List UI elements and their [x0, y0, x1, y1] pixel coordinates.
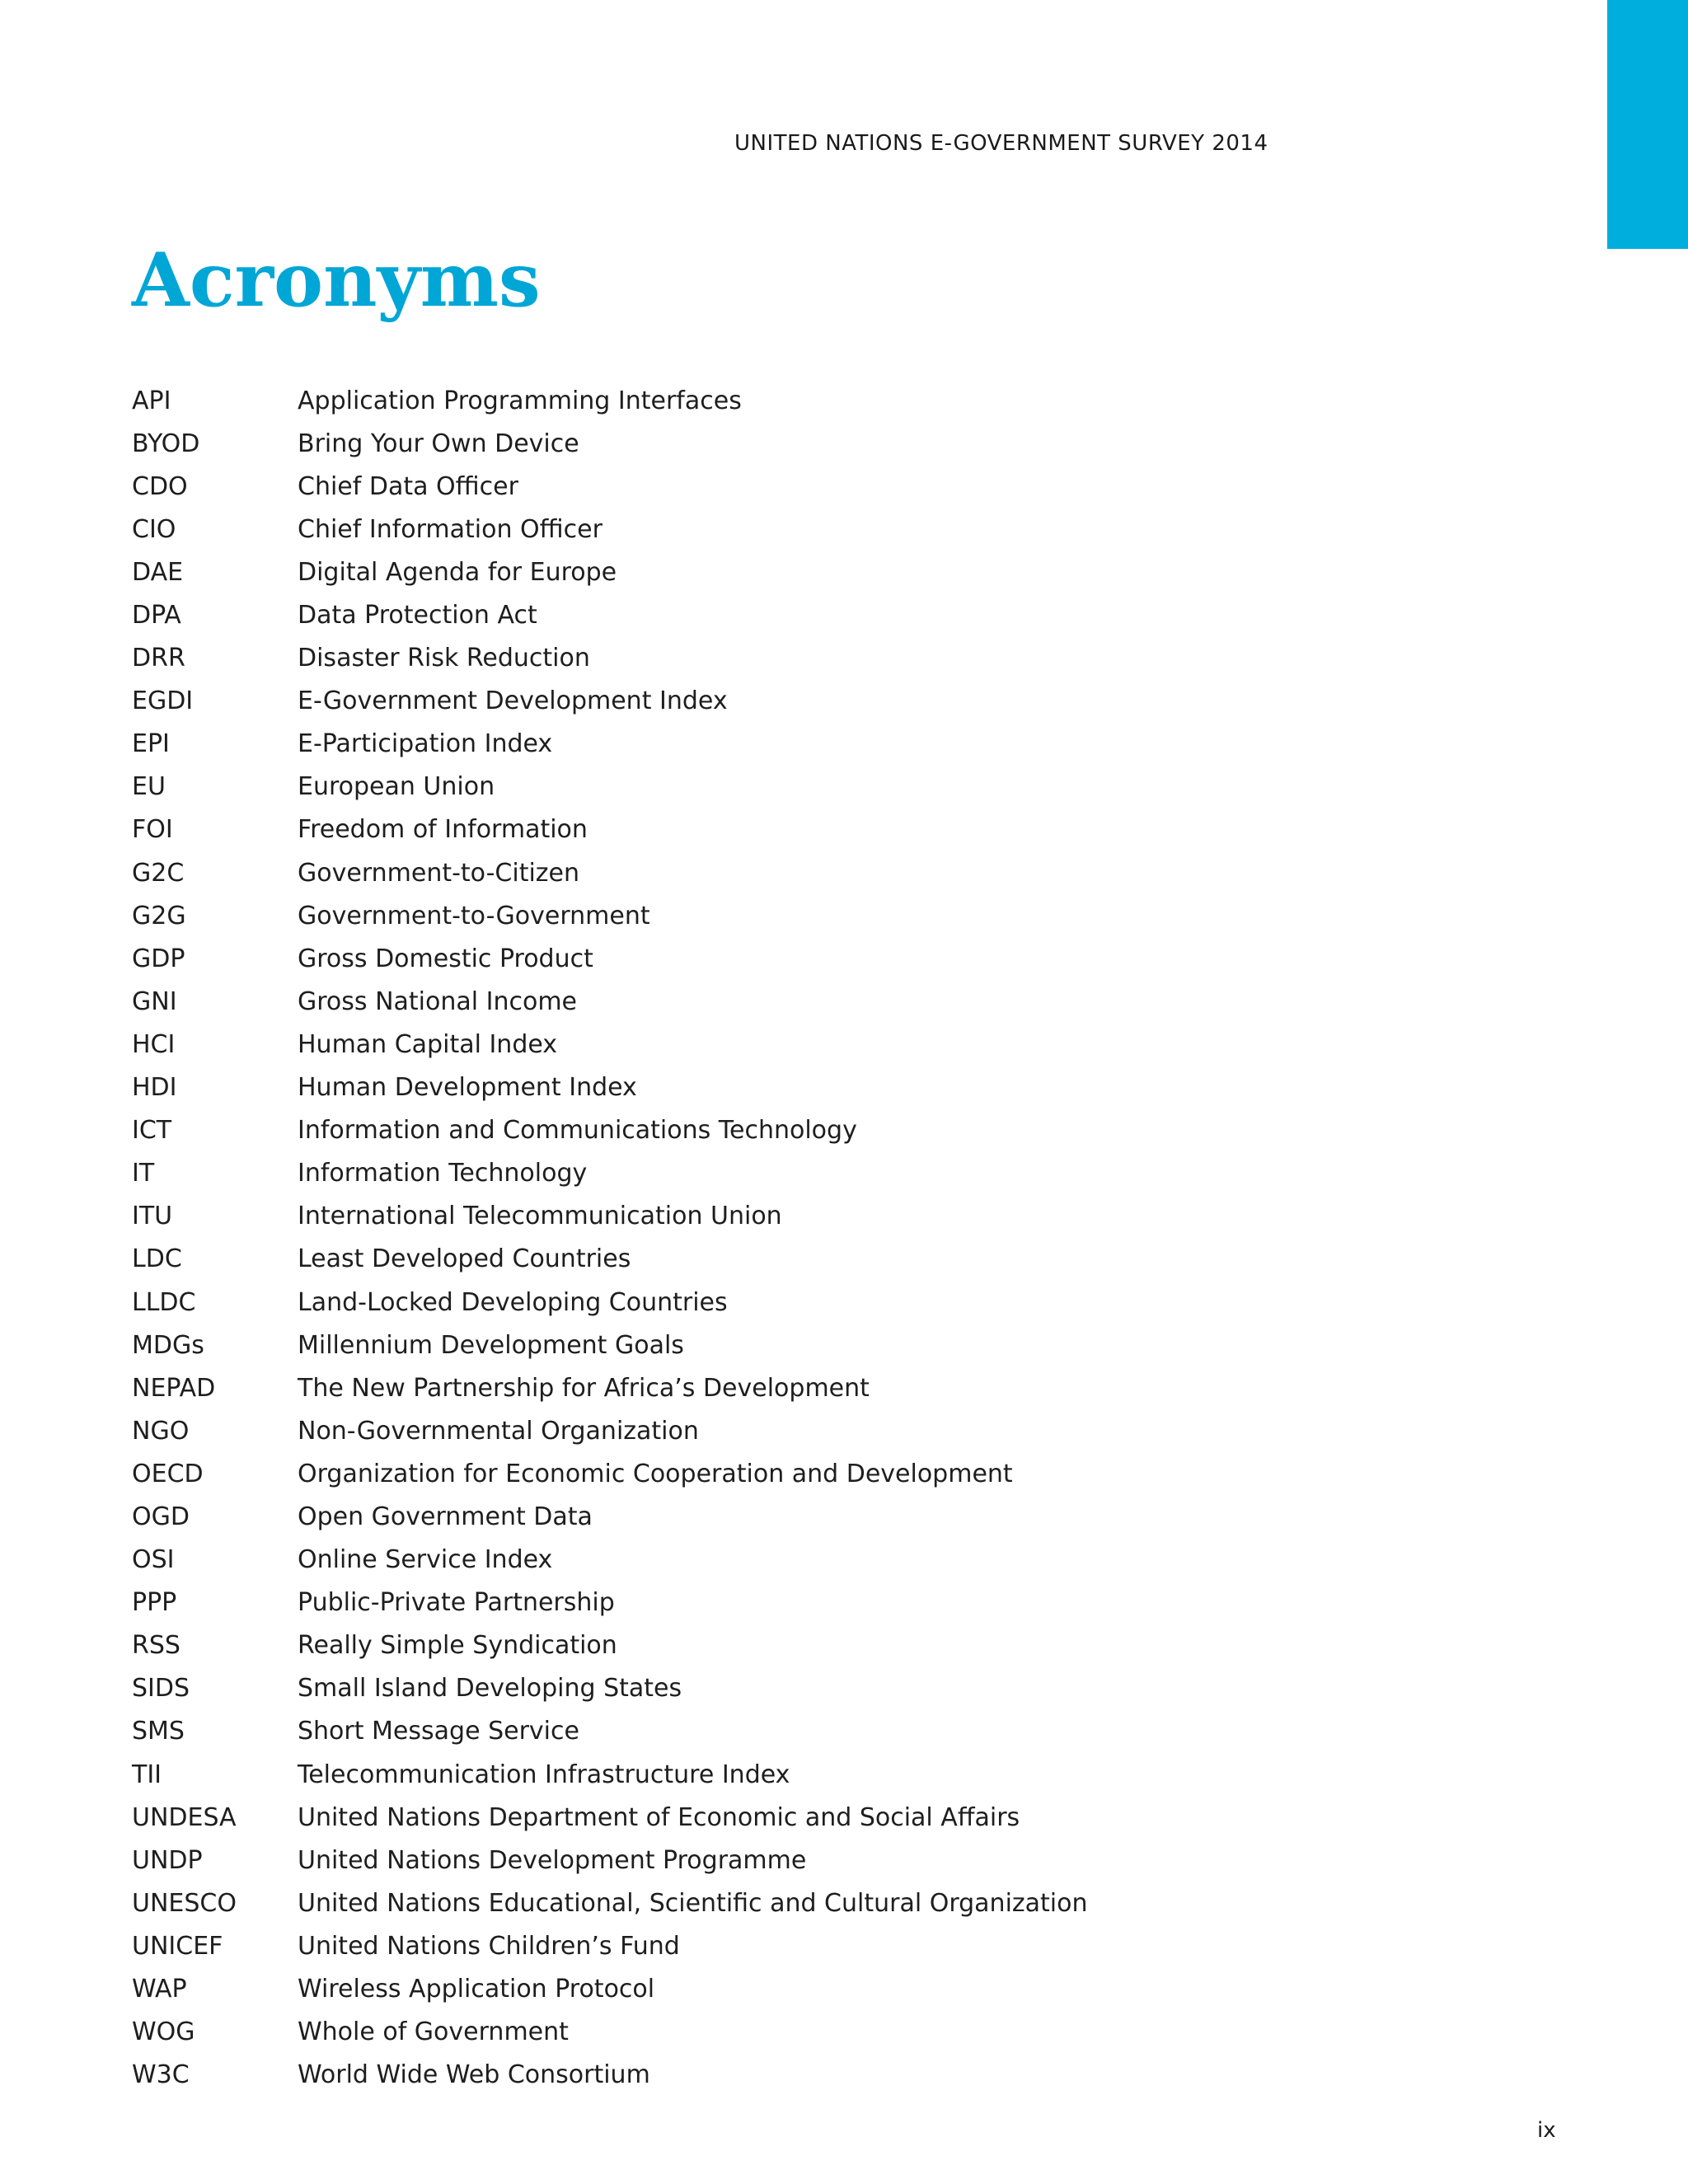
acronym-abbreviation: LDC [132, 1244, 182, 1274]
acronym-abbreviation: CDO [132, 471, 188, 501]
acronym-expansion: Government-to-Citizen [298, 858, 580, 888]
acronym-row [132, 1195, 1203, 1238]
acronym-row [132, 723, 1203, 766]
acronym-row [132, 1023, 1203, 1066]
acronym-row [132, 808, 1203, 851]
acronym-expansion: E-Government Development Index [298, 687, 728, 716]
acronym-expansion: United Nations Children’s Fund [298, 1931, 680, 1961]
acronym-row [132, 1967, 1203, 2010]
acronym-row [132, 1839, 1203, 1882]
acronym-abbreviation: WOG [132, 2018, 195, 2047]
acronym-row [132, 937, 1203, 980]
acronym-abbreviation: LLDC [132, 1287, 196, 1317]
acronym-expansion: Short Message Service [298, 1717, 579, 1746]
acronym-list [132, 379, 1203, 2097]
acronym-expansion: Wireless Application Protocol [298, 1975, 655, 2004]
acronym-abbreviation: RSS [132, 1631, 181, 1661]
acronym-abbreviation: EPI [132, 729, 170, 759]
acronym-expansion: Organization for Economic Cooperation and Development [298, 1459, 1013, 1488]
acronym-expansion: United Nations Educational, Scientific and Cultural Organization [298, 1888, 1088, 1918]
acronym-expansion: Bring Your Own Device [298, 429, 579, 458]
acronym-expansion: Online Service Index [298, 1545, 553, 1575]
acronym-abbreviation: FOI [132, 815, 173, 845]
acronym-row [132, 1582, 1203, 1624]
acronym-abbreviation: UNDP [132, 1845, 203, 1875]
acronym-expansion: The New Partnership for Africa’s Development [298, 1373, 870, 1403]
acronym-expansion: Freedom of Information [298, 815, 588, 845]
acronym-row [132, 379, 1203, 422]
acronym-abbreviation: NGO [132, 1416, 190, 1446]
acronym-row [132, 1152, 1203, 1195]
acronym-expansion: Telecommunication Infrastructure Index [298, 1760, 790, 1789]
acronym-row [132, 465, 1203, 508]
acronym-expansion: Gross Domestic Product [298, 944, 593, 973]
acronym-expansion: United Nations Department of Economic and Social Affairs [298, 1802, 1020, 1832]
page-title: Acronyms [132, 237, 541, 324]
acronym-expansion: World Wide Web Consortium [298, 2060, 650, 2090]
acronym-row [132, 680, 1203, 723]
acronym-expansion: Non-Governmental Organization [298, 1416, 699, 1446]
acronym-row [132, 1624, 1203, 1667]
acronym-expansion: Information and Communications Technology [298, 1116, 857, 1146]
acronym-expansion: Open Government Data [298, 1502, 593, 1531]
acronym-row [132, 1409, 1203, 1452]
acronym-abbreviation: W3C [132, 2060, 190, 2090]
acronym-abbreviation: OSI [132, 1545, 175, 1575]
acronym-abbreviation: EU [132, 772, 166, 802]
acronym-expansion: Least Developed Countries [298, 1244, 631, 1274]
acronym-row [132, 1324, 1203, 1366]
acronym-expansion: Really Simple Syndication [298, 1631, 617, 1661]
acronym-abbreviation: UNICEF [132, 1931, 223, 1961]
acronym-row [132, 637, 1203, 680]
acronym-abbreviation: GNI [132, 987, 177, 1016]
acronym-abbreviation: G2C [132, 858, 185, 888]
acronym-abbreviation: ICT [132, 1116, 172, 1146]
acronym-row [132, 551, 1203, 593]
acronym-abbreviation: UNESCO [132, 1888, 237, 1918]
acronym-abbreviation: API [132, 386, 171, 415]
acronym-abbreviation: OECD [132, 1459, 204, 1488]
acronym-abbreviation: ITU [132, 1202, 173, 1231]
acronym-expansion: Application Programming Interfaces [298, 386, 742, 415]
acronym-expansion: Information Technology [298, 1159, 588, 1188]
acronym-expansion: International Telecommunication Union [298, 1202, 782, 1231]
acronym-expansion: Small Island Developing States [298, 1674, 682, 1704]
acronym-abbreviation: UNDESA [132, 1802, 237, 1832]
acronym-abbreviation: HDI [132, 1073, 177, 1103]
acronym-expansion: Digital Agenda for Europe [298, 557, 617, 587]
acronym-abbreviation: OGD [132, 1502, 190, 1531]
acronym-abbreviation: WAP [132, 1975, 187, 2004]
acronym-row [132, 851, 1203, 894]
acronym-row [132, 1452, 1203, 1495]
acronym-row [132, 766, 1203, 808]
acronym-abbreviation: IT [132, 1159, 155, 1188]
acronym-abbreviation: CIO [132, 514, 176, 544]
acronym-expansion: Disaster Risk Reduction [298, 644, 590, 673]
acronym-row [132, 1882, 1203, 1924]
acronym-abbreviation: GDP [132, 944, 185, 973]
acronym-expansion: E-Participation Index [298, 729, 553, 759]
acronym-row [132, 1796, 1203, 1839]
acronym-abbreviation: TII [132, 1760, 162, 1789]
acronym-row [132, 2011, 1203, 2054]
acronym-row [132, 422, 1203, 465]
acronym-abbreviation: MDGs [132, 1330, 204, 1360]
acronym-row [132, 1366, 1203, 1409]
acronym-expansion: European Union [298, 772, 495, 802]
acronym-expansion: Chief Data Officer [298, 471, 518, 501]
acronym-row [132, 1924, 1203, 1967]
acronym-row [132, 1495, 1203, 1538]
acronym-row [132, 980, 1203, 1023]
acronym-row [132, 1109, 1203, 1152]
acronym-row [132, 894, 1203, 937]
acronym-expansion: Gross National Income [298, 987, 578, 1016]
acronym-row [132, 1281, 1203, 1324]
acronym-expansion: Data Protection Act [298, 601, 537, 630]
acronym-expansion: Human Capital Index [298, 1029, 558, 1059]
acronym-expansion: Whole of Government [298, 2018, 569, 2047]
acronym-expansion: Chief Information Officer [298, 514, 603, 544]
acronym-abbreviation: DAE [132, 557, 184, 587]
acronym-expansion: Government-to-Government [298, 901, 650, 930]
acronym-expansion: Public-Private Partnership [298, 1588, 615, 1618]
acronym-row [132, 1539, 1203, 1582]
acronym-expansion: United Nations Development Programme [298, 1845, 807, 1875]
acronym-row [132, 1066, 1203, 1109]
corner-color-tab [1607, 0, 1688, 249]
acronym-row [132, 593, 1203, 636]
acronym-abbreviation: DRR [132, 644, 185, 673]
acronym-row [132, 2054, 1203, 2097]
acronym-abbreviation: PPP [132, 1588, 177, 1618]
acronym-abbreviation: SMS [132, 1717, 185, 1746]
acronym-row [132, 1710, 1203, 1753]
acronym-expansion: Land-Locked Developing Countries [298, 1287, 728, 1317]
acronym-expansion: Millennium Development Goals [298, 1330, 684, 1360]
running-header: UNITED NATIONS E-GOVERNMENT SURVEY 2014 [734, 131, 1268, 156]
acronym-abbreviation: EGDI [132, 687, 194, 716]
page-number: ix [1537, 2118, 1556, 2143]
acronym-row [132, 1753, 1203, 1796]
acronym-abbreviation: DPA [132, 601, 181, 630]
acronym-abbreviation: SIDS [132, 1674, 190, 1704]
acronym-abbreviation: HCI [132, 1029, 176, 1059]
acronym-row [132, 508, 1203, 551]
acronym-abbreviation: BYOD [132, 429, 200, 458]
acronym-abbreviation: NEPAD [132, 1373, 216, 1403]
acronym-expansion: Human Development Index [298, 1073, 637, 1103]
acronym-row [132, 1238, 1203, 1281]
acronym-row [132, 1667, 1203, 1710]
acronym-abbreviation: G2G [132, 901, 186, 930]
